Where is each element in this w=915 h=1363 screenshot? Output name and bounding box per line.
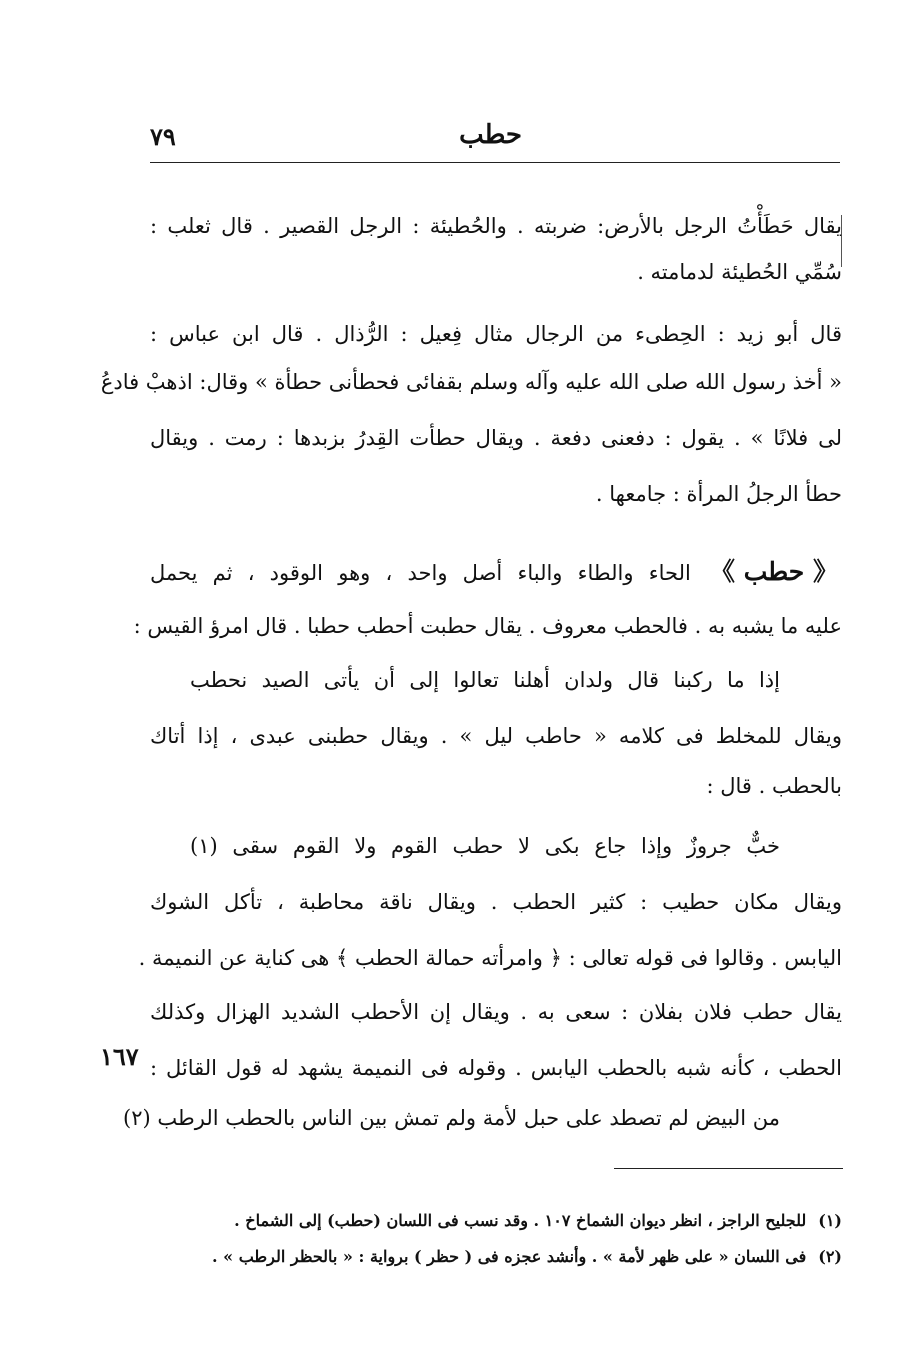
body-line: « أخذ رسول الله صلى الله عليه وآله وسلم بقفائى فحطأنى حطأة » وقال: اذهبْ فادعُ [100, 370, 842, 394]
body-line: ويقال للمخلط فى كلامه « حاطب ليل » . ويقال حطبنى عبدى ، إذا أتاك [150, 724, 842, 748]
footnote-rule [614, 1168, 843, 1169]
entry-text: الحاء والطاء والباء أصل واحد ، وهو الوقود ، ثم يحمل [150, 561, 691, 585]
verse-line: من البيض لم تصطد على حبل لأمة ولم تمش بين الناس بالحطب الرطب (٢) [123, 1106, 780, 1130]
body-line: اليابس . وقالوا فى قوله تعالى : ﴿ وامرأته حمالة الحطب ﴾ هى كناية عن النميمة . [138, 946, 842, 970]
body-line: سُمِّي الحُطيئة لدمامته . [637, 260, 842, 284]
entry-keyword: 《 حطب 》 [710, 557, 838, 586]
marginal-number: ١٦٧ [100, 1042, 139, 1071]
body-line: الحطب ، كأنه شبه بالحطب اليابس . وقوله فى النميمة يشهد له قول القائل : [150, 1056, 842, 1080]
page-number: ٧٩ [150, 122, 176, 151]
footnote-number: (٢) [818, 1247, 842, 1266]
footnote-text: فى اللسان « على ظهر لأمة » . وأنشد عجزه فى ( حظر ) برواية : « بالحظر الرطب » . [211, 1247, 807, 1266]
body-line: بالحطب . قال : [706, 774, 842, 798]
footnote [150, 1206, 842, 1236]
body-line: لى فلانًا » . يقول : دفعنى دفعة . ويقال حطأت القِدرُ بزبدها : رمت . ويقال [150, 426, 842, 450]
page-header [150, 118, 840, 158]
header-rule [150, 162, 840, 163]
footnote [150, 1242, 842, 1272]
verse-line: خبٌّ جروزٌ وإذا جاع بكى لا حطب القوم ولا القوم سقى (١) [190, 834, 780, 858]
body-line: يقال حَطَأْتُ الرجل بالأرض: ضربته . والحُطيئة : الرجل القصير . قال ثعلب : [150, 214, 842, 238]
body-line: قال أبو زيد : الحِطىء من الرجال مثال فِعيل : الرُّذال . قال ابن عباس : [150, 322, 842, 346]
body-line: يقال حطب فلان بفلان : سعى به . ويقال إن الأحطب الشديد الهزال وكذلك [150, 1000, 842, 1024]
body-line: حطأ الرجلُ المرأة : جامعها . [595, 482, 842, 506]
body-line: ويقال مكان حطيب : كثير الحطب . ويقال ناقة محاطبة ، تأكل الشوك [150, 890, 842, 914]
footnote-number: (١) [818, 1211, 842, 1230]
entry-first-line [150, 552, 842, 592]
verse-line: إذا ما ركبنا قال ولدان أهلنا تعالوا إلى أن يأتى الصيد نحطب [190, 668, 780, 692]
running-title: حطب [459, 120, 522, 150]
body-line: عليه ما يشبه به . فالحطب معروف . يقال حطبت أحطب حطبا . قال امرؤ القيس : [133, 614, 842, 638]
footnote-text: للجليح الراجز ، انظر ديوان الشماخ ١٠٧ . وقد نسب فى اللسان (حطب) إلى الشماخ . [234, 1211, 807, 1230]
